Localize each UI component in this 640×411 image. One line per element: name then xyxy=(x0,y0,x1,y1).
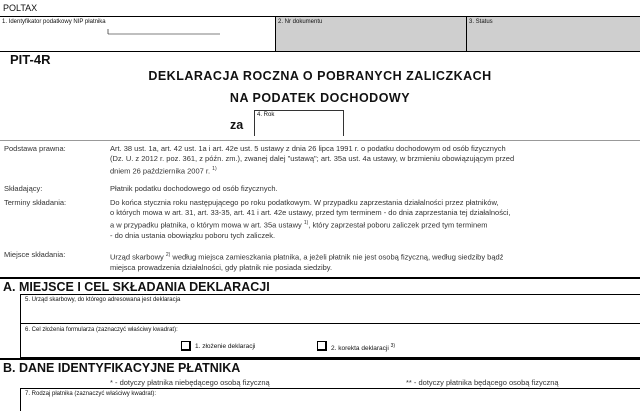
za-label: za xyxy=(230,118,244,132)
header-row xyxy=(0,16,640,52)
form-title-line1: DEKLARACJA ROCZNA O POBRANYCH ZALICZKACH xyxy=(148,69,492,83)
section-b-title: B. DANE IDENTYFIKACYJNE PŁATNIKA xyxy=(0,358,640,375)
miejsce-value xyxy=(110,250,630,273)
form-code: PIT-4R xyxy=(10,52,51,67)
footnote-ref: 1) xyxy=(303,220,309,227)
terminy-value xyxy=(110,198,630,241)
nip-field-label: 1. Identyfikator podatkowy NIP płatnika xyxy=(2,19,106,25)
terminy-line4: - do dnia ustania obowiązku poboru tych zaliczek. xyxy=(110,231,276,241)
skladajacy-value: Płatnik podatku dochodowego od osób fizycznych. xyxy=(110,184,278,193)
year-field[interactable] xyxy=(254,110,344,136)
note-natural-person: ** - dotyczy płatnika będącego osobą fizyczną xyxy=(406,378,559,387)
section-a-title: A. MIEJSCE I CEL SKŁADANIA DEKLARACJI xyxy=(0,277,640,294)
terminy-label: Terminy składania: xyxy=(4,198,67,207)
footnote-ref: 1) xyxy=(212,166,217,173)
terminy-line3a: a w przypadku płatnika, o którym mowa w art. 35a ustawy xyxy=(110,220,302,230)
form-title-line2: NA PODATEK DOCHODOWY xyxy=(229,91,411,105)
payer-type-field xyxy=(20,388,640,411)
option-correction-text: 2. korekta deklaracji xyxy=(331,345,389,353)
podstawa-value xyxy=(110,144,630,177)
podstawa-label: Podstawa prawna: xyxy=(4,144,66,153)
miejsce-label: Miejsce składania: xyxy=(4,250,66,259)
payer-type-hint: (zaznaczyć właściwy kwadrat): xyxy=(74,391,157,397)
terminy-line3b: , który zaprzestał poboru zaliczek przed tym terminem xyxy=(308,220,488,230)
tax-office-label: 5. Urząd skarbowy, do którego adresowana jest deklaracja xyxy=(25,297,181,303)
option-correction-label xyxy=(331,343,395,352)
footnote-ref: 2) xyxy=(165,252,171,258)
podstawa-line3: dniem 26 października 2007 r. xyxy=(110,166,211,176)
document-number-field[interactable] xyxy=(276,17,467,51)
skladajacy-label: Składający: xyxy=(4,184,43,193)
purpose-label: 6. Cel złożenia formularza xyxy=(25,327,95,333)
tax-office-field[interactable] xyxy=(20,294,640,324)
miejsce-line2: miejsca prowadzenia działalności, gdy płatnik nie posiada siedziby. xyxy=(110,262,333,272)
podstawa-line1: Art. 38 ust. 1a, art. 42 ust. 1a i art. 42e ust. 5 ustawy z dnia 26 lipca 1991 r. o podatku dochodowym od osób fizycznych xyxy=(110,144,506,153)
terminy-line1: Do końca stycznia roku następującego po roku podatkowym. W przypadku zaprzestania działalności przez płatników, xyxy=(110,198,499,207)
purpose-field xyxy=(20,324,640,358)
miejsce-line1a: Urząd skarbowy xyxy=(110,252,164,262)
payer-type-label: 7. Rodzaj płatnika xyxy=(25,391,73,397)
option-declaration-checkbox[interactable] xyxy=(181,341,191,351)
terminy-line2: o których mowa w art. 31, art. 33-35, art. 41 i art. 42e ustawy, przed tym terminem - do dnia zaprzestania tej działalności, xyxy=(110,208,511,218)
footnote-ref: 3) xyxy=(390,343,396,349)
status-field[interactable] xyxy=(467,17,640,51)
nip-comb xyxy=(0,27,220,43)
year-field-label: 4. Rok xyxy=(257,112,275,118)
podstawa-line2: (Dz. U. z 2012 r. poz. 361, z późn. zm.), zwanej dalej "ustawą"; art. 35a ust. 4a ustawy, w brzmieniu obowiązującym przed xyxy=(110,154,515,164)
app-title: POLTAX xyxy=(3,3,38,13)
purpose-hint: (zaznaczyć właściwy kwadrat): xyxy=(96,327,178,333)
miejsce-line1b: według miejsca zamieszkania płatnika, a jeżeli płatnik nie jest osobą fizyczną, według siedziby bądź xyxy=(172,252,504,262)
status-label: 3. Status xyxy=(469,19,493,25)
note-non-natural-person: * - dotyczy płatnika niebędącego osobą fizyczną xyxy=(110,378,270,387)
document-number-label: 2. Nr dokumentu xyxy=(278,19,323,25)
nip-field[interactable] xyxy=(0,17,276,51)
option-declaration-label: 1. złożenie deklaracji xyxy=(195,343,256,350)
legal-info xyxy=(0,140,640,277)
option-correction-checkbox[interactable] xyxy=(317,341,327,351)
